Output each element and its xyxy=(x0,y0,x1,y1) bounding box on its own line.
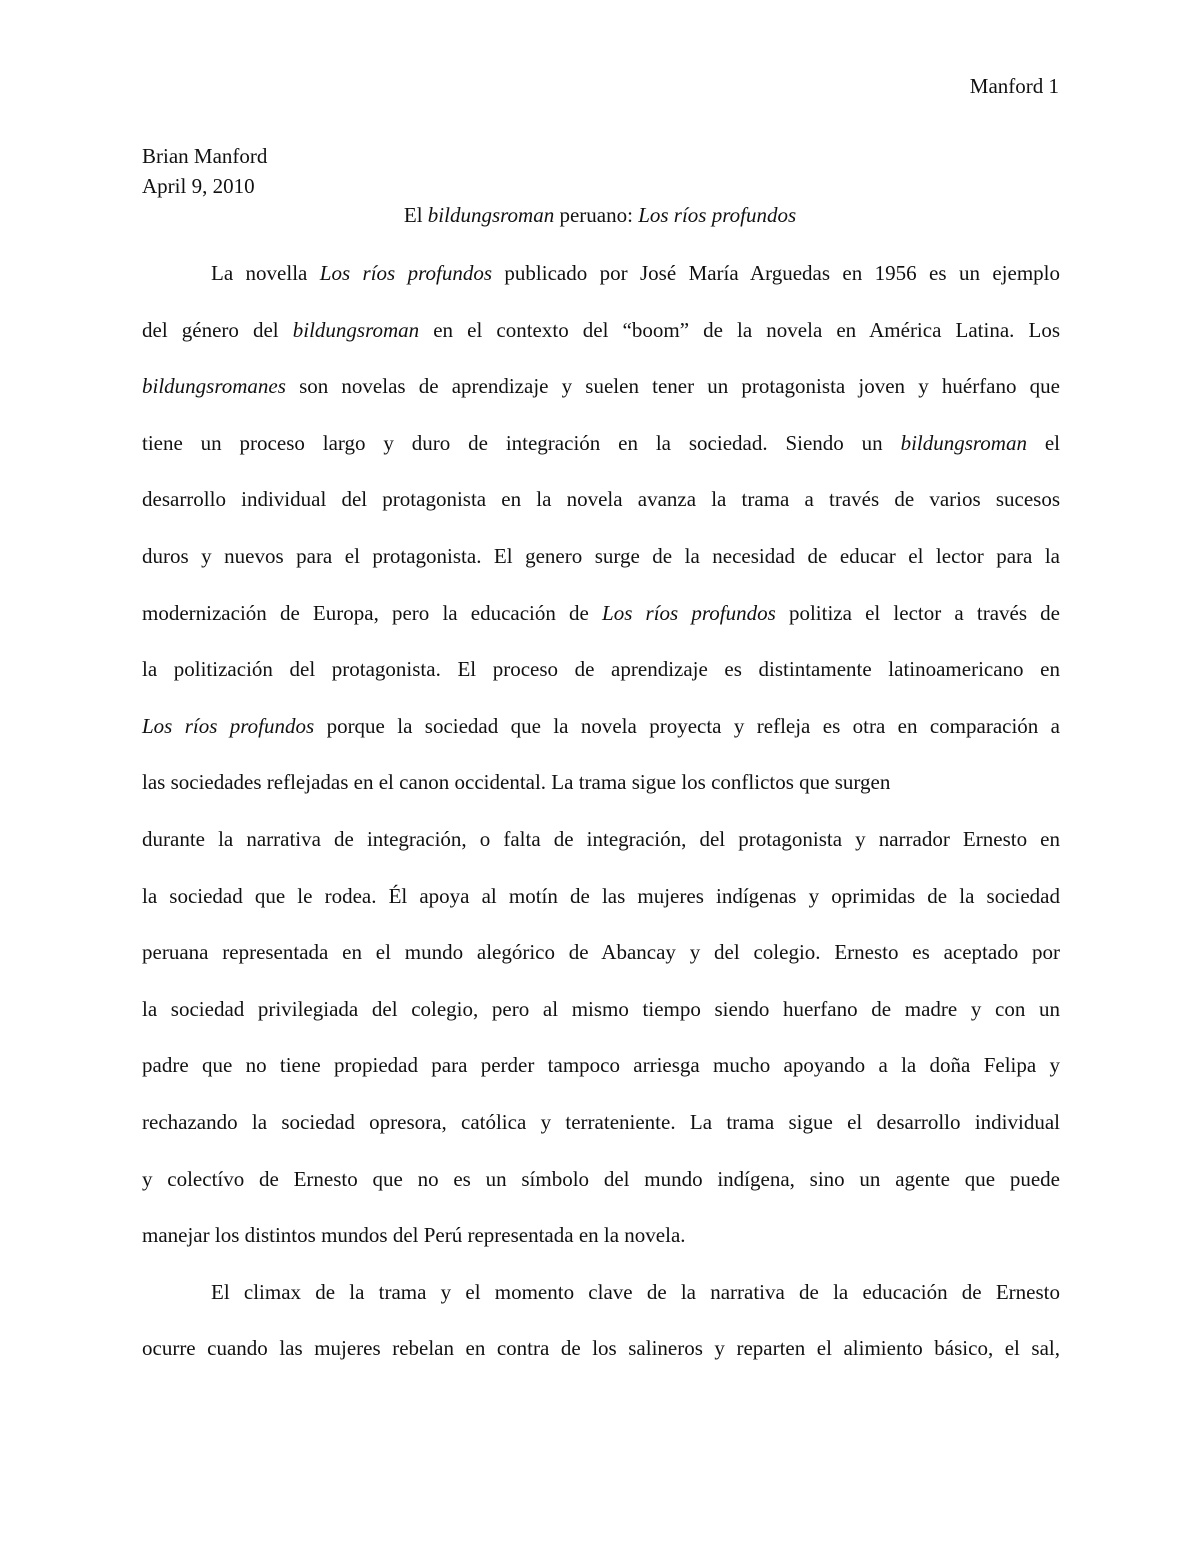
body-line xyxy=(142,937,1060,994)
date-line: April 9, 2010 xyxy=(142,174,255,198)
line-text: politiza el lector a través de xyxy=(775,600,1060,625)
body-line xyxy=(142,371,1060,428)
body-line xyxy=(142,1277,1060,1334)
line-text: tiene un proceso largo y duro de integración en la sociedad. Siendo un xyxy=(142,430,901,455)
line-text: ocurre cuando las mujeres rebelan en contra de los salineros y reparten el alimiento básico, el sal, xyxy=(142,1336,1060,1361)
body-line xyxy=(142,1050,1060,1107)
line-text: son novelas de aprendizaje y suelen tener un protagonista joven y huérfano que xyxy=(285,374,1060,399)
body-line xyxy=(142,711,1060,768)
title-italic-term: bildungsroman xyxy=(427,203,555,227)
line-text: El climax de la trama y el momento clave de la narrativa de la educación de Ernesto xyxy=(211,1279,1060,1304)
title-text: peruano: xyxy=(554,203,639,227)
title-text: El xyxy=(403,203,428,227)
body-line xyxy=(142,315,1060,372)
body-line xyxy=(142,1164,1060,1221)
essay-body xyxy=(142,258,1060,1390)
line-text: peruana representada en el mundo alegórico de Abancay y del colegio. Ernesto es aceptado por xyxy=(142,940,1060,965)
line-text: modernización de Europa, pero la educación de xyxy=(142,600,603,625)
line-italic: bildungsroman xyxy=(292,317,420,342)
author-name: Brian Manford xyxy=(142,144,268,168)
body-line xyxy=(142,428,1060,485)
body-line xyxy=(142,881,1060,938)
body-line xyxy=(142,824,1060,881)
title-italic-book: Los ríos profundos xyxy=(638,203,797,227)
line-italic: Los ríos profundos xyxy=(602,600,776,625)
line-text: y colectívo de Ernesto que no es un símbolo del mundo indígena, sino un agente que puede xyxy=(142,1166,1060,1191)
line-italic: bildungsroman xyxy=(900,430,1027,455)
body-line xyxy=(142,484,1060,541)
line-text: duros y nuevos para el protagonista. El genero surge de la necesidad de educar el lector para la xyxy=(142,543,1060,568)
body-line xyxy=(142,994,1060,1051)
body-line xyxy=(142,654,1060,711)
line-text: la sociedad privilegiada del colegio, pero al mismo tiempo siendo huerfano de madre y con un xyxy=(142,996,1060,1021)
line-text: manejar los distintos mundos del Perú representada en la novela. xyxy=(142,1223,686,1248)
line-text: en el contexto del “boom” de la novela en América Latina. Los xyxy=(419,317,1060,342)
line-italic: Los ríos profundos xyxy=(142,713,315,738)
line-text: padre que no tiene propiedad para perder tampoco arriesga mucho apoyando a la doña Felipa y xyxy=(142,1053,1060,1078)
essay-title xyxy=(142,200,1058,230)
body-line xyxy=(142,1107,1060,1164)
line-text: porque la sociedad que la novela proyecta y refleja es otra en comparación a xyxy=(314,713,1060,738)
body-line xyxy=(142,598,1060,655)
body-line xyxy=(142,1220,1060,1277)
line-text: del género del xyxy=(142,317,293,342)
line-text: el xyxy=(1026,430,1060,455)
line-text: la sociedad que le rodea. Él apoya al motín de las mujeres indígenas y oprimidas de la sociedad xyxy=(142,883,1060,908)
line-italic: bildungsromanes xyxy=(142,374,286,399)
line-text: la politización del protagonista. El proceso de aprendizaje es distintamente latinoamericano en xyxy=(142,657,1060,682)
line-text: La novella xyxy=(211,261,320,285)
body-line xyxy=(142,767,1060,824)
line-text: durante la narrativa de integración, o falta de integración, del protagonista y narrador Ernesto en xyxy=(142,826,1060,851)
line-italic: Los ríos profundos xyxy=(319,261,492,285)
running-head: Manford 1 xyxy=(969,74,1059,98)
line-text: rechazando la sociedad opresora, católica y terrateniente. La trama sigue el desarrollo individual xyxy=(142,1109,1060,1134)
mla-heading xyxy=(142,141,1058,201)
body-line xyxy=(142,258,1060,315)
line-text: publicado por José María Arguedas en 1956 es un ejemplo xyxy=(492,261,1060,285)
line-text: desarrollo individual del protagonista en la novela avanza la trama a través de varios sucesos xyxy=(142,487,1060,512)
line-text: las sociedades reflejadas en el canon occidental. La trama sigue los conflictos que surgen xyxy=(142,770,891,795)
body-line xyxy=(142,541,1060,598)
body-line xyxy=(142,1333,1060,1390)
